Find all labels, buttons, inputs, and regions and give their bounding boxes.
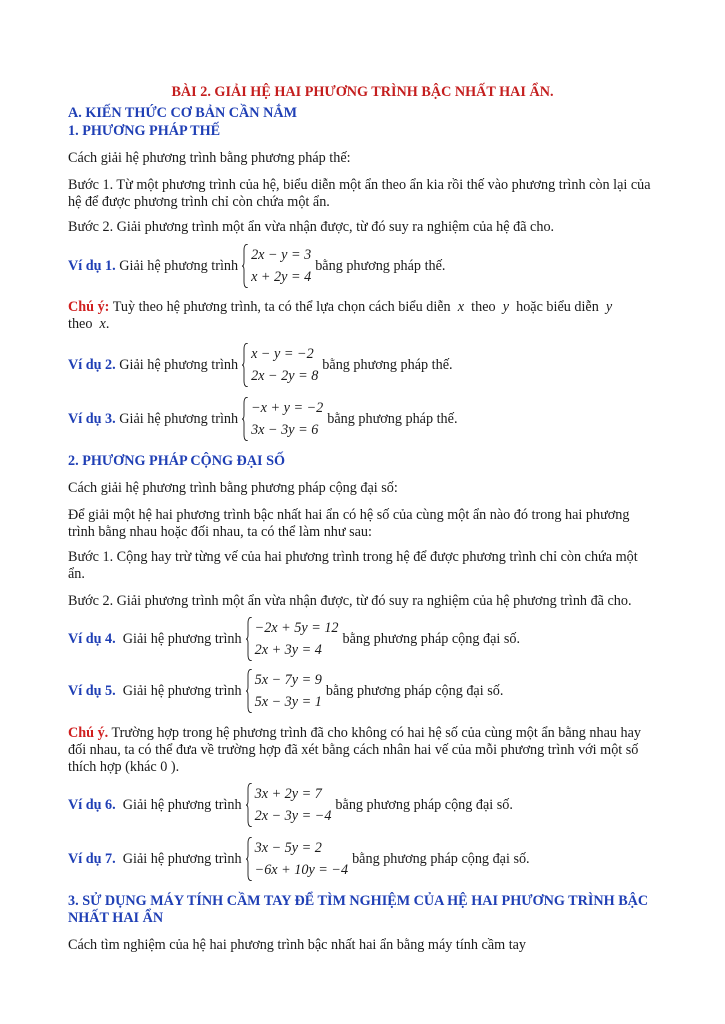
equation-1a: 2x − y = 3 (251, 247, 312, 263)
example-3-label: Ví dụ 3. (68, 410, 116, 427)
note-1-var-x2: x (99, 316, 106, 332)
equation-7a: 3x − 5y = 2 (254, 840, 322, 856)
example-7-suffix: bằng phương pháp cộng đại số. (352, 850, 530, 867)
section-2-heading: 2. PHƯƠNG PHÁP CỘNG ĐẠI SỐ (68, 453, 286, 469)
equation-system-7 (246, 837, 348, 881)
example-3-prefix: Giải hệ phương trình (119, 410, 239, 427)
equation-4a: −2x + 5y = 12 (254, 620, 339, 636)
brace-icon (246, 617, 252, 661)
example-2-prefix: Giải hệ phương trình (119, 356, 239, 373)
section-1-heading: 1. PHƯƠNG PHÁP THẾ (68, 123, 221, 139)
equation-system-4 (246, 617, 339, 661)
note-1 (68, 299, 652, 333)
example-1 (68, 244, 652, 288)
example-2-suffix: bằng phương pháp thế. (322, 356, 453, 373)
example-4-label: Ví dụ 4. (68, 630, 116, 647)
paragraph-step-2: Bước 2. Giải phương trình một ẩn vừa nhận được, từ đó suy ra nghiệm của hệ đã cho. (68, 219, 555, 235)
note-2-label: Chú ý. (68, 725, 109, 741)
note-1-theo: theo (471, 299, 496, 315)
equation-system-3 (242, 397, 323, 441)
section-a-heading: A. KIẾN THỨC CƠ BẢN CẦN NẮM (68, 105, 297, 121)
note-1-text-2: hoặc biểu diễn (516, 299, 599, 315)
example-2 (68, 343, 652, 387)
example-5-suffix: bằng phương pháp cộng đại số. (325, 682, 504, 699)
brace-icon (242, 397, 248, 441)
example-2-label: Ví dụ 2. (68, 356, 116, 373)
example-4-prefix: Giải hệ phương trình (122, 630, 242, 647)
paragraph-elimination-desc: Để giải một hệ hai phương trình bậc nhất hai ẩn có hệ số của cùng một ẩn nào đó trong hai phương trình bằng nhau hoặc đối nhau, ta có thể làm như sau: (68, 507, 630, 540)
equation-3b: 3x − 3y = 6 (251, 422, 319, 438)
lesson-title: BÀI 2. GIẢI HỆ HAI PHƯƠNG TRÌNH BẬC NHẤT HAI ẨN. (171, 84, 554, 100)
example-5-prefix: Giải hệ phương trình (122, 682, 242, 699)
note-1-text: Tuỳ theo hệ phương trình, ta có thể lựa chọn cách biểu diễn (112, 299, 451, 315)
example-3-suffix: bằng phương pháp thế. (327, 410, 458, 427)
equation-system-2 (242, 343, 318, 387)
paragraph-intro-elimination: Cách giải hệ phương trình bằng phương pháp cộng đại số: (68, 480, 398, 496)
example-5-label: Ví dụ 5. (68, 682, 116, 699)
example-4 (68, 617, 652, 661)
brace-icon (246, 783, 252, 827)
brace-icon (242, 244, 248, 288)
brace-icon (246, 837, 252, 881)
paragraph-intro-substitution: Cách giải hệ phương trình bằng phương pháp thế: (68, 150, 351, 166)
equation-system-1 (242, 244, 311, 288)
paragraph-elim-step-1: Bước 1. Cộng hay trừ từng vế của hai phương trình trong hệ để được phương trình chỉ còn chứa một ẩn. (68, 549, 638, 582)
equation-system-6 (246, 783, 332, 827)
equation-2b: 2x − 2y = 8 (251, 368, 319, 384)
equation-7b: −6x + 10y = −4 (254, 862, 349, 878)
equation-5a: 5x − 7y = 9 (254, 672, 322, 688)
note-1-var-y2: y (605, 299, 613, 315)
note-1-end: . (105, 316, 110, 332)
equation-system-5 (246, 669, 322, 713)
equation-6b: 2x − 3y = −4 (254, 808, 332, 824)
brace-icon (242, 343, 248, 387)
section-3-heading: 3. SỬ DỤNG MÁY TÍNH CẦM TAY ĐỂ TÌM NGHIỆM CỦA HỆ HAI PHƯƠNG TRÌNH BẬC NHẤT HAI ẨN (68, 893, 649, 926)
equation-1b: x + 2y = 4 (251, 269, 312, 285)
example-7-prefix: Giải hệ phương trình (122, 850, 242, 867)
brace-icon (246, 669, 252, 713)
example-4-suffix: bằng phương pháp cộng đại số. (342, 630, 521, 647)
paragraph-calculator: Cách tìm nghiệm của hệ hai phương trình bậc nhất hai ẩn bằng máy tính cầm tay (68, 937, 527, 953)
note-2 (68, 725, 652, 776)
note-2-text: Trường hợp trong hệ phương trình đã cho không có hai hệ số của cùng một ẩn bằng nhau hay đối nhau, ta có thể đưa về trường hợp đã xét bằng cách nhân hai vế của mỗi phương trình với một số thích hợp (khác 0 ). (68, 725, 642, 775)
paragraph-elim-step-2: Bước 2. Giải phương trình một ẩn vừa nhận được, từ đó suy ra nghiệm của hệ phương trình đã cho. (68, 593, 632, 609)
note-1-theo-2: theo (68, 316, 93, 332)
example-6-suffix: bằng phương pháp cộng đại số. (335, 796, 513, 813)
equation-4b: 2x + 3y = 4 (254, 642, 322, 658)
example-7 (68, 837, 652, 881)
paragraph-step-1: Bước 1. Từ một phương trình của hệ, biểu diễn một ẩn theo ẩn kia rồi thế vào phương trình còn lại của hệ để được phương trình chỉ còn chứa một ẩn. (68, 177, 651, 210)
example-6-prefix: Giải hệ phương trình (122, 796, 242, 813)
example-6 (68, 783, 652, 827)
example-1-prefix: Giải hệ phương trình (119, 257, 239, 274)
note-1-label: Chú ý: (68, 299, 110, 315)
equation-3a: −x + y = −2 (251, 400, 324, 416)
equation-6a: 3x + 2y = 7 (254, 786, 322, 802)
example-5 (68, 669, 652, 713)
example-1-suffix: bằng phương pháp thế. (315, 257, 446, 274)
equation-2a: x − y = −2 (251, 346, 314, 362)
note-1-var-y: y (502, 299, 509, 315)
example-7-label: Ví dụ 7. (68, 850, 116, 867)
note-1-var-x: x (457, 299, 465, 315)
example-6-label: Ví dụ 6. (68, 796, 116, 813)
example-1-label: Ví dụ 1. (68, 257, 116, 274)
equation-5b: 5x − 3y = 1 (254, 694, 322, 710)
example-3 (68, 397, 652, 441)
